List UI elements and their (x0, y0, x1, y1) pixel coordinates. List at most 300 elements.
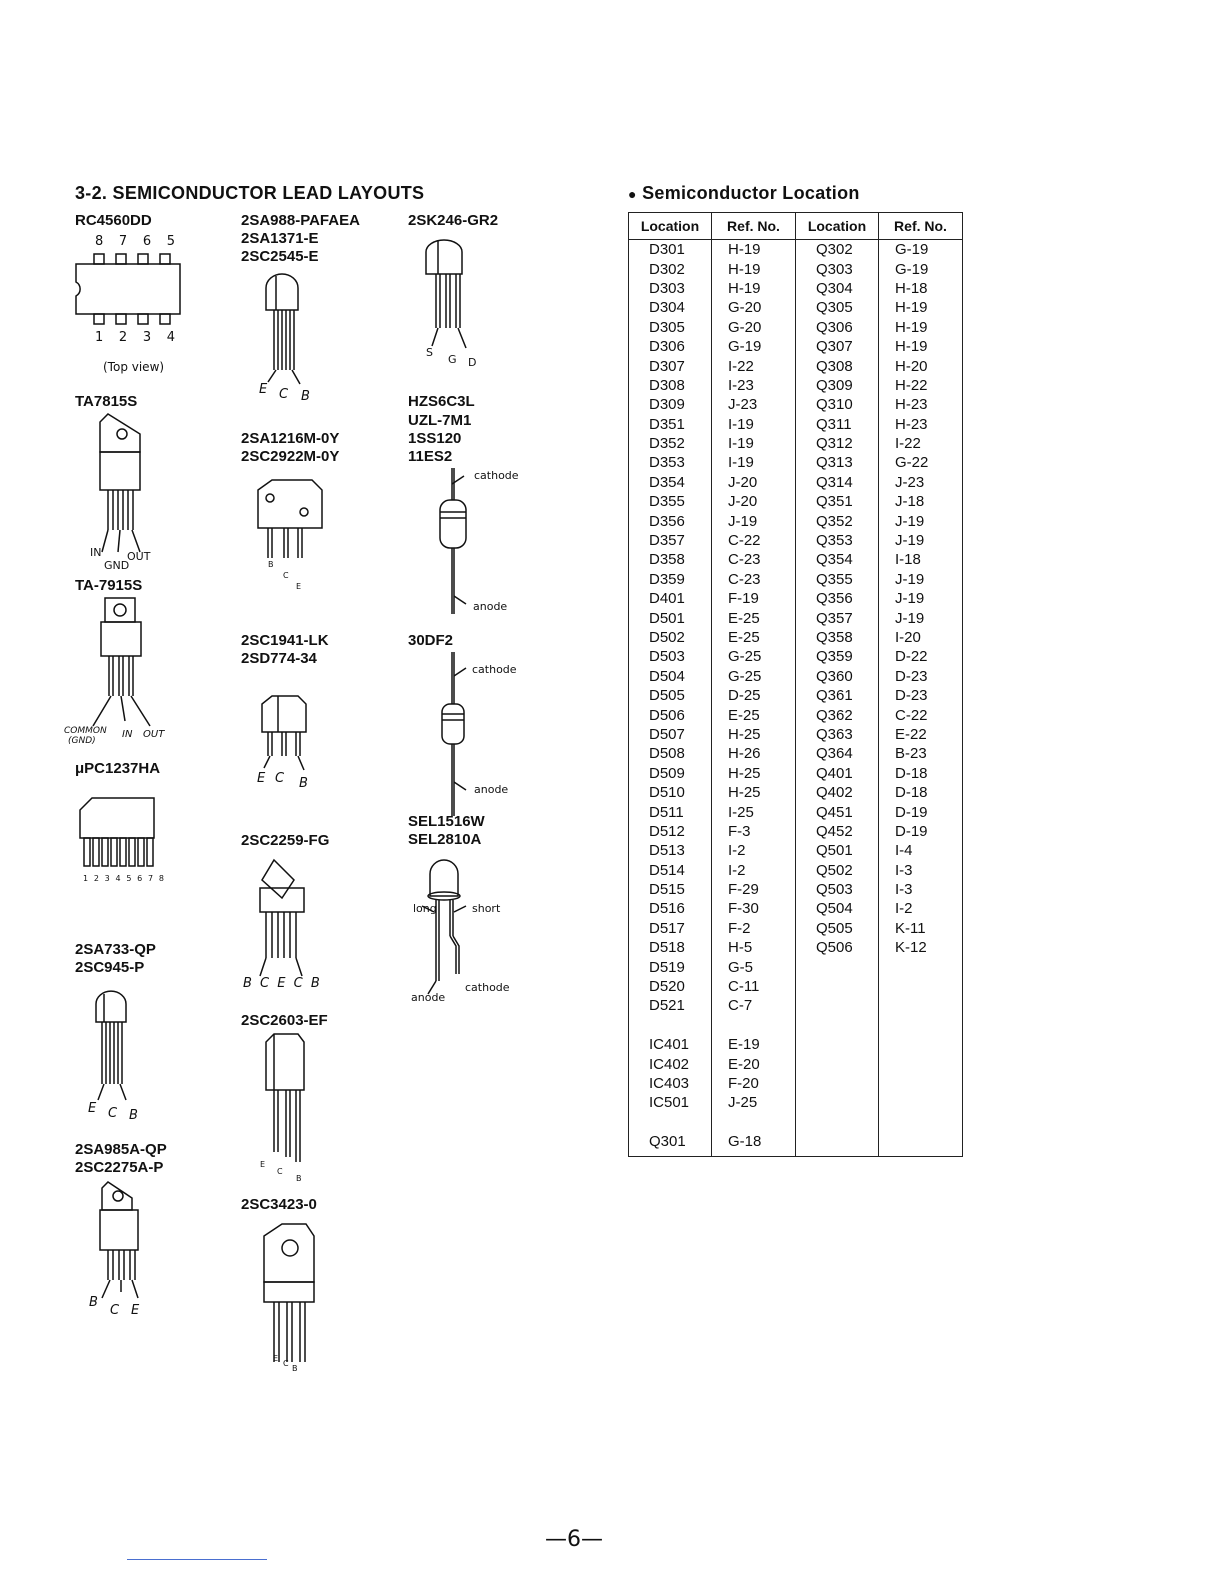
table-cell: Q303 (796, 259, 879, 278)
table-row (629, 725, 963, 744)
table-row (629, 453, 963, 472)
table-cell: Q356 (796, 589, 879, 608)
table-cell: D352 (629, 434, 712, 453)
table-cell: J-25 (712, 1093, 796, 1112)
s2sc1941-label-1: 2SC1941-LK (241, 632, 329, 649)
s2sa1216-pin-b: B (268, 560, 274, 569)
table-cell: G-20 (712, 318, 796, 337)
table-row (629, 647, 963, 666)
table-cell: E-25 (712, 628, 796, 647)
table-row (629, 841, 963, 860)
table-cell: IC402 (629, 1054, 712, 1073)
table-cell: D-19 (879, 822, 963, 841)
table-cell: D358 (629, 550, 712, 569)
table-cell: D504 (629, 667, 712, 686)
table-cell: J-18 (879, 492, 963, 511)
table-cell: F-20 (712, 1074, 796, 1093)
s2sa1216-label-1: 2SA1216M-0Y (241, 430, 340, 447)
table-cell: Q361 (796, 686, 879, 705)
table-cell: E-22 (879, 725, 963, 744)
table-cell: H-19 (712, 259, 796, 278)
table-row (629, 1016, 963, 1035)
table-row (629, 415, 963, 434)
table-cell: G-18 (712, 1132, 796, 1157)
hzs-cathode: cathode (474, 469, 519, 482)
s2sc2603-pin-c: C (277, 1167, 283, 1176)
table-cell (796, 1016, 879, 1035)
table-cell: Q358 (796, 628, 879, 647)
table-cell: G-19 (879, 240, 963, 260)
s2sa988-label-2: 2SA1371-E (241, 230, 319, 247)
table-cell: Q301 (629, 1132, 712, 1157)
table-cell: D303 (629, 279, 712, 298)
table-cell: Q314 (796, 473, 879, 492)
table-cell: C-7 (712, 996, 796, 1015)
table-cell: H-26 (712, 744, 796, 763)
s2sa733-pin-b: B (129, 1108, 138, 1123)
table-cell: H-22 (879, 376, 963, 395)
s30df2-cathode: cathode (472, 663, 517, 676)
table-cell: H-23 (879, 415, 963, 434)
table-row (629, 957, 963, 976)
table-cell: D510 (629, 783, 712, 802)
location-title (628, 183, 860, 204)
sel-long: long (413, 902, 437, 915)
table-cell: H-19 (879, 337, 963, 356)
table-cell: I-2 (879, 899, 963, 918)
ta7915s-label: TA-7915S (75, 577, 143, 594)
table-cell: C-23 (712, 550, 796, 569)
page-number: —6— (545, 1527, 603, 1552)
table-cell: Q307 (796, 337, 879, 356)
table-cell (796, 977, 879, 996)
table-row (629, 259, 963, 278)
table-row (629, 1054, 963, 1073)
s2sc2603-diagram (262, 1032, 312, 1172)
table-cell: I-3 (879, 880, 963, 899)
s2sc2259-pins: B C E C B (243, 976, 322, 991)
table-cell: D305 (629, 318, 712, 337)
table-cell: K-11 (879, 919, 963, 938)
table-cell: D-23 (879, 667, 963, 686)
pin-7: 7 (118, 234, 128, 249)
s2sa733-label-1: 2SA733-QP (75, 941, 156, 958)
table-cell: H-25 (712, 764, 796, 783)
table-cell: F-2 (712, 919, 796, 938)
s2sc3423-pin-c: C (283, 1359, 289, 1368)
s2sk246-pin-g: G (448, 353, 457, 366)
table-cell: F-3 (712, 822, 796, 841)
upc1237-label: μPC1237HA (75, 760, 161, 777)
header-location-1: Location (629, 213, 712, 240)
table-cell: B-23 (879, 744, 963, 763)
table-cell: G-25 (712, 647, 796, 666)
s2sc1941-pin-c: C (275, 771, 285, 786)
table-cell: I-23 (712, 376, 796, 395)
s2sa985-diagram (96, 1180, 156, 1300)
table-cell: J-19 (879, 589, 963, 608)
table-cell: D507 (629, 725, 712, 744)
table-cell: Q313 (796, 453, 879, 472)
table-cell: D517 (629, 919, 712, 938)
table-row (629, 880, 963, 899)
rc4560-caption: (Top view) (103, 360, 165, 374)
ta7915s-pin-gnd: (GND) (68, 736, 96, 746)
s2sa985-label-2: 2SC2275A-P (75, 1159, 164, 1176)
table-cell: C-23 (712, 570, 796, 589)
table-cell: F-30 (712, 899, 796, 918)
table-cell: I-19 (712, 453, 796, 472)
table-row (629, 337, 963, 356)
s2sk246-pin-d: D (468, 356, 477, 369)
table-cell: Q362 (796, 705, 879, 724)
table-cell: H-23 (879, 395, 963, 414)
table-cell (712, 1113, 796, 1132)
table-cell (796, 1132, 879, 1157)
s2sc3423-pin-b: B (292, 1364, 298, 1373)
semiconductor-location-table (628, 212, 963, 1157)
table-row (629, 822, 963, 841)
ta7815s-label: TA7815S (75, 393, 138, 410)
table-cell: D516 (629, 899, 712, 918)
table-cell: D520 (629, 977, 712, 996)
table-cell: F-29 (712, 880, 796, 899)
ta7815s-pin-out: OUT (127, 550, 151, 563)
header-ref-no-1: Ref. No. (712, 213, 796, 240)
table-row (629, 744, 963, 763)
table-cell: J-19 (879, 531, 963, 550)
table-cell: D309 (629, 395, 712, 414)
s2sa1216-pin-e: E (296, 582, 302, 591)
table-cell (879, 1132, 963, 1157)
table-cell: I-3 (879, 861, 963, 880)
s2sc3423-pin-e: E (273, 1354, 279, 1363)
table-cell (879, 1016, 963, 1035)
table-cell: J-23 (879, 473, 963, 492)
upc1237-pins: 1 2 3 4 5 6 7 8 (83, 874, 166, 883)
rc4560-top-pins (95, 234, 175, 249)
table-cell: Q451 (796, 802, 879, 821)
table-cell: G-20 (712, 298, 796, 317)
table-cell: D304 (629, 298, 712, 317)
table-cell: D353 (629, 453, 712, 472)
table-cell: Q503 (796, 880, 879, 899)
pin-5: 5 (166, 234, 175, 249)
table-row (629, 531, 963, 550)
table-cell: D515 (629, 880, 712, 899)
table-row (629, 318, 963, 337)
table-cell (629, 1016, 712, 1035)
table-cell: D302 (629, 259, 712, 278)
s2sa733-label-2: 2SC945-P (75, 959, 145, 976)
table-row (629, 899, 963, 918)
s2sc2259-label: 2SC2259-FG (241, 832, 330, 849)
table-cell: D359 (629, 570, 712, 589)
table-cell: Q363 (796, 725, 879, 744)
s2sa985-pin-b: B (89, 1295, 98, 1310)
table-cell: J-19 (879, 511, 963, 530)
table-cell: Q402 (796, 783, 879, 802)
table-row (629, 783, 963, 802)
table-cell (879, 1093, 963, 1112)
table-row (629, 434, 963, 453)
s2sc1941-label-2: 2SD774-34 (241, 650, 317, 667)
table-cell: D521 (629, 996, 712, 1015)
ta7915s-diagram (95, 596, 175, 736)
table-cell: I-20 (879, 628, 963, 647)
s2sc2603-pin-b: B (296, 1174, 302, 1183)
table-cell: H-19 (712, 240, 796, 260)
table-cell: Q364 (796, 744, 879, 763)
table-row (629, 511, 963, 530)
table-cell: J-19 (879, 608, 963, 627)
ta7815s-pin-in: IN (90, 546, 102, 559)
table-cell: Q504 (796, 899, 879, 918)
table-cell: D511 (629, 802, 712, 821)
table-row (629, 298, 963, 317)
table-cell: H-19 (879, 318, 963, 337)
sel-diagram (420, 856, 480, 996)
s30df2-label: 30DF2 (408, 632, 454, 649)
s2sa733-diagram (92, 992, 142, 1102)
table-cell: D503 (629, 647, 712, 666)
s2sa988-pin-c: C (279, 387, 289, 402)
table-cell: Q360 (796, 667, 879, 686)
table-cell: J-20 (712, 473, 796, 492)
sel-cathode: cathode (465, 981, 510, 994)
table-cell: I-19 (712, 415, 796, 434)
section-title: 3-2. SEMICONDUCTOR LEAD LAYOUTS (75, 183, 425, 203)
table-cell: D502 (629, 628, 712, 647)
table-cell: I-22 (879, 434, 963, 453)
table-cell: H-5 (712, 938, 796, 957)
table-cell: Q305 (796, 298, 879, 317)
hzs-label-3: 1SS120 (408, 430, 462, 447)
pin-6: 6 (142, 234, 152, 249)
table-cell: Q306 (796, 318, 879, 337)
s2sa985-label-1: 2SA985A-QP (75, 1141, 167, 1158)
sel-short: short (472, 902, 501, 915)
table-cell: H-25 (712, 783, 796, 802)
table-row (629, 608, 963, 627)
table-cell: Q401 (796, 764, 879, 783)
table-row (629, 628, 963, 647)
table-body (629, 240, 963, 1157)
rc4560-bottom-pins (95, 330, 175, 345)
s2sa733-pin-e: E (88, 1101, 97, 1116)
table-cell: G-22 (879, 453, 963, 472)
ta7915s-pin-common: COMMON (64, 726, 107, 736)
table-cell: D509 (629, 764, 712, 783)
table-cell: Q312 (796, 434, 879, 453)
table-cell: Q359 (796, 647, 879, 666)
s2sk246-label: 2SK246-GR2 (408, 212, 499, 229)
table-row (629, 938, 963, 957)
table-cell: E-25 (712, 608, 796, 627)
table-cell: J-19 (879, 570, 963, 589)
table-row (629, 861, 963, 880)
table-cell (796, 1093, 879, 1112)
table-row (629, 356, 963, 375)
s2sc1941-diagram (258, 694, 318, 774)
s2sc2603-pin-e: E (260, 1160, 266, 1169)
table-cell: IC403 (629, 1074, 712, 1093)
table-cell: D508 (629, 744, 712, 763)
table-cell: D519 (629, 957, 712, 976)
hzs-label-2: UZL-7M1 (408, 412, 472, 429)
s2sc2259-diagram (254, 858, 324, 978)
table-cell: D514 (629, 861, 712, 880)
table-cell: D512 (629, 822, 712, 841)
s2sc3423-diagram (256, 1222, 326, 1372)
table-cell: Q304 (796, 279, 879, 298)
table-cell: Q354 (796, 550, 879, 569)
table-row (629, 764, 963, 783)
table-row (629, 550, 963, 569)
bullet-icon: ● (628, 186, 637, 202)
pin-8: 8 (95, 234, 104, 249)
table-cell: Q505 (796, 919, 879, 938)
table-cell: Q501 (796, 841, 879, 860)
table-cell: I-4 (879, 841, 963, 860)
table-cell: D501 (629, 608, 712, 627)
table-row (629, 570, 963, 589)
table-cell: H-20 (879, 356, 963, 375)
table-cell: J-23 (712, 395, 796, 414)
table-cell: I-2 (712, 861, 796, 880)
pin-2: 2 (118, 330, 128, 345)
table-cell: I-18 (879, 550, 963, 569)
table-cell: E-19 (712, 1035, 796, 1054)
table-cell: E-20 (712, 1054, 796, 1073)
ta7815s-diagram (90, 412, 160, 542)
table-row (629, 492, 963, 511)
pin-1: 1 (95, 330, 104, 345)
table-cell: D506 (629, 705, 712, 724)
table-cell: D513 (629, 841, 712, 860)
table-cell: D505 (629, 686, 712, 705)
table-cell (879, 957, 963, 976)
header-location-2: Location (796, 213, 879, 240)
s2sa985-pin-c: C (110, 1303, 120, 1318)
table-cell: J-19 (712, 511, 796, 530)
s30df2-anode: anode (474, 783, 509, 796)
table-cell: D401 (629, 589, 712, 608)
table-cell: E-25 (712, 705, 796, 724)
s2sa988-label-3: 2SC2545-E (241, 248, 319, 265)
s2sa1216-label-2: 2SC2922M-0Y (241, 448, 340, 465)
table-cell: Q355 (796, 570, 879, 589)
table-cell (629, 1113, 712, 1132)
table-cell: K-12 (879, 938, 963, 957)
s2sc3423-label: 2SC3423-0 (241, 1196, 317, 1213)
hzs-label-1: HZS6C3L (408, 393, 475, 410)
table-cell: D357 (629, 531, 712, 550)
table-cell: Q311 (796, 415, 879, 434)
table-row (629, 1132, 963, 1157)
table-cell: Q310 (796, 395, 879, 414)
table-cell (796, 957, 879, 976)
s2sa733-pin-c: C (108, 1106, 118, 1121)
table-cell: Q351 (796, 492, 879, 511)
table-cell (879, 1035, 963, 1054)
table-cell: J-20 (712, 492, 796, 511)
table-cell: D-19 (879, 802, 963, 821)
table-row (629, 589, 963, 608)
table-cell: C-22 (879, 705, 963, 724)
table-row (629, 1035, 963, 1054)
pin-4: 4 (166, 330, 175, 345)
table-cell (879, 1054, 963, 1073)
table-row (629, 919, 963, 938)
s2sa988-label-1: 2SA988-PAFAEA (241, 212, 360, 229)
table-row (629, 240, 963, 260)
hzs-diagram (430, 466, 480, 616)
table-cell: H-19 (712, 279, 796, 298)
table-cell: I-22 (712, 356, 796, 375)
table-cell (879, 1074, 963, 1093)
s2sa1216-diagram (254, 478, 334, 578)
table-cell: Q452 (796, 822, 879, 841)
ta7915s-pin-out: OUT (143, 729, 165, 740)
table-cell: G-5 (712, 957, 796, 976)
sel-anode: anode (411, 991, 446, 1004)
table-cell: G-25 (712, 667, 796, 686)
table-cell: Q302 (796, 240, 879, 260)
table-row (629, 279, 963, 298)
s2sa988-pin-b: B (301, 389, 310, 404)
table-row (629, 686, 963, 705)
table-cell: D307 (629, 356, 712, 375)
hzs-anode: anode (473, 600, 508, 613)
s2sa1216-pin-c: C (283, 571, 289, 580)
table-cell: D355 (629, 492, 712, 511)
table-cell: F-19 (712, 589, 796, 608)
table-cell: C-22 (712, 531, 796, 550)
table-row (629, 1074, 963, 1093)
table-cell: Q357 (796, 608, 879, 627)
table-row (629, 977, 963, 996)
table-cell (796, 1113, 879, 1132)
table-cell: D306 (629, 337, 712, 356)
footer-rule (127, 1559, 267, 1560)
table-row (629, 996, 963, 1015)
s2sk246-pin-s: S (426, 346, 433, 359)
table-cell (796, 996, 879, 1015)
table-cell: D351 (629, 415, 712, 434)
table-row (629, 395, 963, 414)
table-cell: C-11 (712, 977, 796, 996)
table-cell (796, 1074, 879, 1093)
table-row (629, 376, 963, 395)
table-row (629, 667, 963, 686)
table-cell: Q502 (796, 861, 879, 880)
table-cell: Q353 (796, 531, 879, 550)
table-cell: Q506 (796, 938, 879, 957)
table-cell: G-19 (879, 259, 963, 278)
s2sc1941-pin-e: E (257, 771, 266, 786)
s2sa988-pin-e: E (259, 382, 268, 397)
s2sc1941-pin-b: B (299, 776, 308, 791)
table-cell: Q309 (796, 376, 879, 395)
table-cell: D-18 (879, 783, 963, 802)
s2sk246-diagram (420, 238, 490, 358)
table-cell: I-2 (712, 841, 796, 860)
table-cell: D-25 (712, 686, 796, 705)
table-cell: Q308 (796, 356, 879, 375)
table-cell: Q352 (796, 511, 879, 530)
ta7915s-pin-in: IN (122, 729, 133, 740)
